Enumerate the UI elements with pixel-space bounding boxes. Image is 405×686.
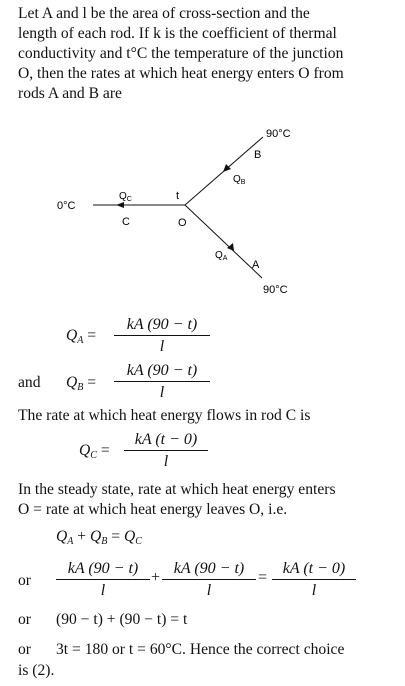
eq5-frac2-denominator: l: [206, 582, 212, 599]
eq3-denominator: l: [163, 453, 169, 470]
rod-A: [185, 205, 262, 278]
eq5-frac3-denominator: l: [311, 582, 317, 599]
label-t: t: [176, 190, 180, 202]
eq5-fraction-2: [162, 560, 256, 600]
rods-junction-diagram: [0, 115, 405, 315]
eq5-frac1-numerator: kA (90 − t): [67, 560, 139, 577]
temp-left: 0°C: [57, 200, 76, 212]
eq2-prefix: and: [18, 374, 41, 391]
steady-text-line-2: O = rate at which heat energy leaves O, i.e.: [18, 501, 288, 518]
label-A: A: [252, 259, 260, 271]
intro-line-3: conductivity and t°C the temperature of the junction: [18, 45, 344, 62]
rate-text: The rate at which heat energy flows in rod C is: [18, 407, 311, 424]
label-B: B: [254, 149, 262, 161]
temp-top: 90°C: [266, 128, 291, 140]
eq1-denominator: l: [159, 338, 165, 355]
eq3-lhs: $Q_C$ =: [79, 442, 110, 461]
eq2-fraction: [114, 362, 210, 402]
eq6: (90 − t) + (90 − t) = t: [56, 611, 188, 628]
arrow-QC: [116, 202, 124, 208]
arrow-QA: [227, 243, 234, 251]
eq5-frac2-numerator: kA (90 − t): [173, 560, 245, 577]
intro-line-4: O, then the rates at which heat energy enters O from: [18, 65, 344, 82]
intro-line-1: Let A and l be the area of cross-section and the: [18, 5, 310, 22]
steady-text-line-1: In the steady state, rate at which heat energy enters: [18, 481, 336, 498]
label-QC: $Q_C$: [119, 191, 132, 203]
eq5-equals-sign: =: [258, 569, 268, 586]
eq1-lhs: $Q_A$ =: [66, 327, 97, 346]
eq6-prefix: or: [18, 611, 31, 628]
eq1-fraction: [114, 316, 210, 356]
eq5-frac1-denominator: l: [100, 582, 106, 599]
label-QA: $Q_A$: [215, 250, 228, 262]
eq1-numerator: kA (90 − t): [126, 316, 198, 333]
eq4: $Q_A + Q_B = Q_C$: [56, 528, 142, 547]
eq2-denominator: l: [159, 384, 165, 401]
arrow-QB: [223, 164, 231, 172]
eq5-prefix: or: [18, 572, 31, 589]
intro-line-2: length of each rod. If k is the coefficient of thermal: [18, 25, 337, 42]
eq3-numerator: kA (t − 0): [134, 431, 198, 448]
eq7-prefix: or: [18, 641, 31, 658]
label-C: C: [122, 216, 130, 228]
eq5-frac3-numerator: kA (t − 0): [282, 560, 346, 577]
temp-bottom: 90°C: [263, 284, 288, 296]
intro-line-5: rods A and B are: [18, 85, 122, 102]
label-O: O: [178, 217, 187, 229]
conclusion: is (2).: [18, 662, 55, 679]
label-QB: $Q_B$: [233, 174, 246, 186]
eq5-fraction-3: [272, 560, 356, 600]
eq3-fraction: [124, 431, 208, 471]
eq2-numerator: kA (90 − t): [126, 362, 198, 379]
eq5-plus-sign: +: [151, 569, 161, 586]
eq7: 3t = 180 or t = 60°C. Hence the correct choice: [56, 641, 345, 658]
eq2-lhs: $Q_B$ =: [66, 374, 97, 393]
eq5-fraction-1: [56, 560, 150, 600]
